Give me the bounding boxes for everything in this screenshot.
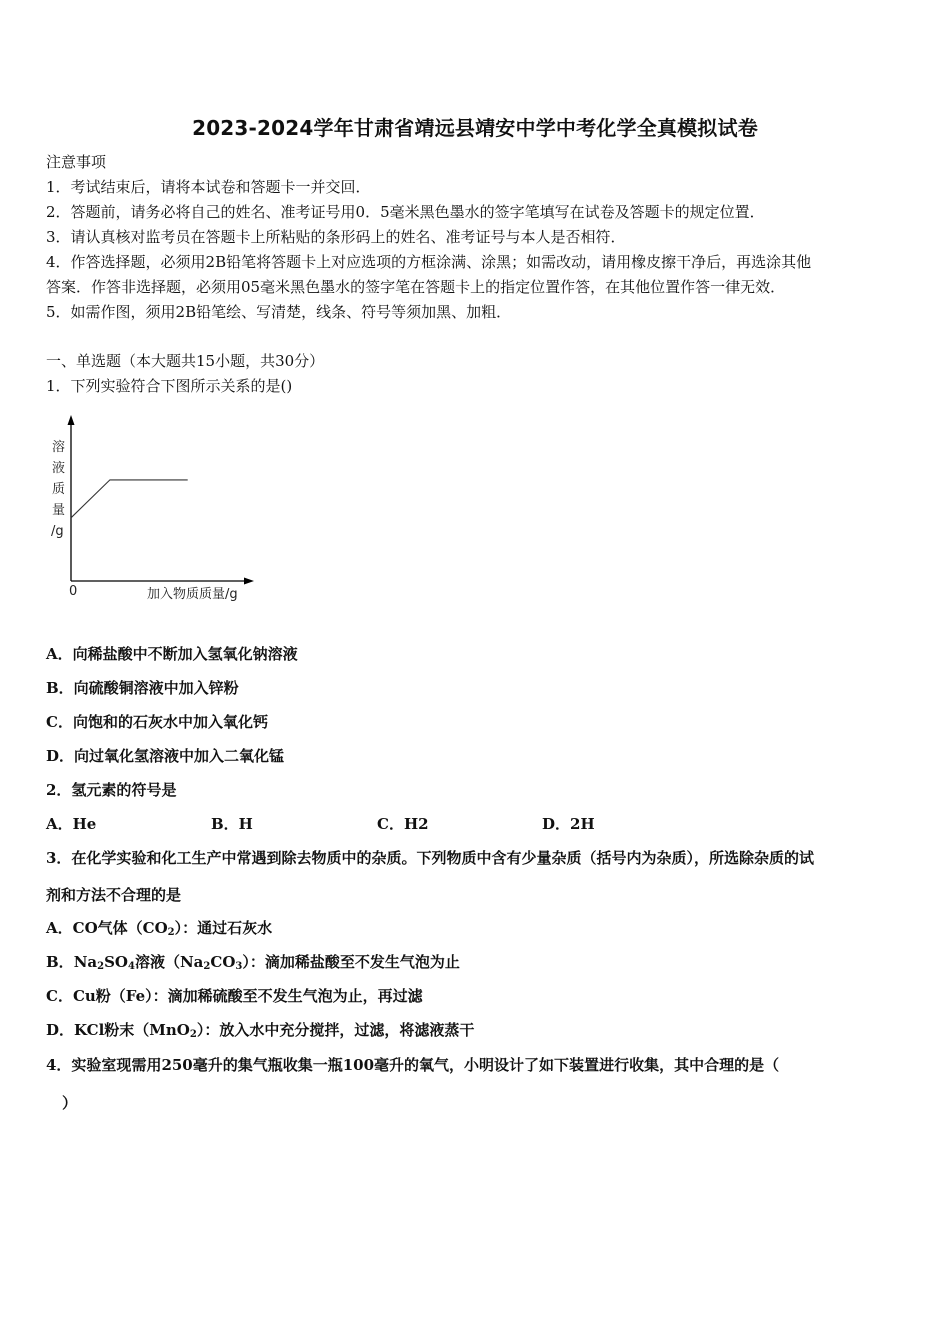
question-4-stem: 4．实验室现需用250毫升的集气瓶收集一瓶100毫升的氧气，小明设计了如下装置进行收集，其中合理的是（: [46, 1056, 780, 1074]
q2-option-a: A．He: [46, 815, 97, 833]
notice-item: 2．答题前，请务必将自己的姓名、准考证号用0．5毫米黑色墨水的签字笔填写在试卷及答题卡的规定位置．: [46, 203, 765, 221]
series-line: [71, 480, 188, 518]
section-heading: 一、单选题（本大题共15小题，共30分）: [46, 352, 325, 370]
q2-option-c: C．H2: [377, 815, 429, 833]
x-axis-label: 加入物质质量/g: [147, 587, 238, 602]
notice-item: 3．请认真核对监考员在答题卡上所粘贴的条形码上的姓名、准考证号与本人是否相符．: [46, 228, 626, 246]
y-axis-label-char: 量: [52, 503, 66, 518]
q2-option-d: D．2H: [542, 815, 595, 833]
y-axis-label: [51, 439, 65, 539]
q2-option-b: B．H: [211, 815, 253, 833]
question-4-stem-cont: ）: [62, 1094, 78, 1112]
q3-option-d: D．KCl粉末（MnO$_2$）：放入水中充分搅拌，过滤，将滤液蒸干: [46, 1021, 475, 1040]
question-1-stem: 1．下列实验符合下图所示关系的是(): [46, 377, 293, 395]
q1-option-c: C．向饱和的石灰水中加入氧化钙: [46, 713, 268, 731]
x-axis-arrow: [244, 578, 254, 585]
notice-item: 4．作答选择题，必须用2B铅笔将答题卡上对应选项的方框涂满、涂黑；如需改动，请用橡皮擦干净后，再选涂其他: [46, 253, 812, 271]
origin-label: 0: [69, 584, 78, 599]
y-axis-label-char: 质: [52, 482, 66, 497]
y-axis-label-char: 溶: [52, 440, 66, 455]
q1-chart: [40, 405, 270, 610]
q1-option-b: B．向硫酸铜溶液中加入锌粉: [46, 679, 239, 697]
y-axis-label-char: /g: [51, 524, 64, 539]
q3-option-c: C．Cu粉（Fe）：滴加稀硫酸至不发生气泡为止，再过滤: [46, 987, 423, 1005]
notice-item: 1．考试结束后，请将本试卷和答题卡一并交回．: [46, 178, 371, 196]
q1-option-d: D．向过氧化氢溶液中加入二氧化锰: [46, 747, 285, 765]
q1-option-a: A．向稀盐酸中不断加入氢氧化钠溶液: [46, 645, 298, 663]
notice-item: 答案．作答非选择题，必须用05毫米黑色墨水的签字笔在答题卡上的指定位置作答，在其他位置作答一律无效．: [46, 278, 786, 296]
q3-option-a: A．CO气体$(CO_2)$：通过石灰水: [46, 919, 273, 938]
y-axis-arrow: [68, 415, 75, 425]
notice-item: 5．如需作图，须用2B铅笔绘、写清楚，线条、符号等须加黑、加粗．: [46, 303, 512, 321]
question-3-stem: 3．在化学实验和化工生产中常遇到除去物质中的杂质。下列物质中含有少量杂质（括号内为杂质），所选除杂质的试: [46, 849, 814, 867]
notice-heading: 注意事项: [46, 153, 107, 171]
q3-option-b: B．$Na_2SO_4$溶液$(Na_2CO_3)$：滴加稀盐酸至不发生气泡为止: [46, 953, 460, 972]
question-2-stem: 2．氢元素的符号是: [46, 781, 177, 799]
y-axis-label-char: 液: [52, 461, 66, 476]
page-title: 2023-2024学年甘肃省靖远县靖安中学中考化学全真模拟试卷: [192, 116, 758, 140]
question-3-stem-cont: 剂和方法不合理的是: [46, 886, 182, 904]
